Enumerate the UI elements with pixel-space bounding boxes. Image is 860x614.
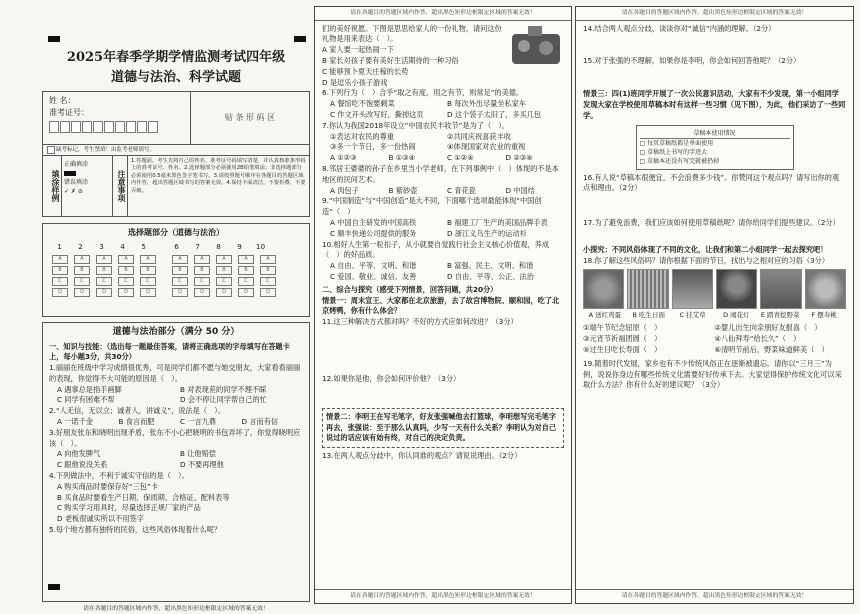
peach-buns-image — [805, 269, 846, 309]
question-11: 11.这三种解决方式都对吗？不好的方式应如何改进？（3分） — [322, 317, 518, 327]
title-line-1: 2025年春季学期学情监测考试四年级 — [66, 50, 286, 65]
notebook-usage-box — [636, 125, 794, 170]
mc-numbers: 1 2 3 4 5 6 7 8 9 10 — [57, 242, 266, 251]
paper-section-1 — [42, 322, 310, 602]
answer-space-14[interactable] — [583, 34, 846, 56]
absent-checkbox[interactable] — [47, 146, 55, 154]
case-1: 情景一：周末宣王、大家都在北京旅游，去了故宫博物院、颐和园，吃了北京烤鸭，你有什么体会？ — [322, 295, 560, 316]
exam-title — [42, 48, 310, 87]
id-label: 准考证号： — [49, 108, 89, 117]
picture-captions: A 送红鸡蛋 B 吃生日面 C 挂艾草 D 闹花灯 E 踏青挖野菜 F 摆寿桃 — [588, 310, 837, 319]
question-9: 9.“中国制造”与“中国创造”是大不同，下面哪个选项最能体现“中国创造”（ ） — [322, 196, 542, 217]
question-18-blanks[interactable]: ①端午节纪念屈原（ ） ②婴儿出生向亲朋好友报喜（ ） ③元宵节祈福团圆（ ） ④八仙拜寿“给长久”（ ） ⑤过生日吃长寿面（ ） ⑥清明节前后，野菜味道鲜美（ ） — [583, 323, 829, 354]
red-eggs-image — [583, 269, 624, 309]
instructions-box: 填涂样例 正确填涂 错误填涂 ✓ ✗ ⊘ 注意事项 1.答题前，考生先将自己的姓名、准考证号码填写清楚，并认真核准条形码上的准考证号、姓名。2.选择题部分必须使用2B铅笔填涂；非选择题部分必须使用0.5毫米黑色签字笔书写。3.请按照题号顺序在各题目的答题区域内作答，超出答题区域书写的答案无效。4.保持卡面清洁，不要折叠、不要弄破。 — [42, 156, 310, 217]
question-7: 7.你认为我国2018年设立“中国农民丰收节”是为了（ ）。 — [322, 120, 510, 130]
mc-row-c[interactable]: C C C C C C C C C C — [49, 275, 303, 286]
notebook-item: □ 草稿本还没有写完就被扔掉 — [639, 157, 720, 165]
question-19: 19.随着时代发展，家乡也有不少传统风俗正在逐渐被遗忘。请你以“三月三”为例，说说你身边有哪些传统文化需要好好传承下去。大家觉得保护传统文化可以采取什么方法？你有什么好的建议呢？（3分） — [583, 358, 842, 390]
case-3: 情景三：四(1)班同学开展了一次公民意识活动，大家有不少发现，第一小组同学发现大家在学校使用草稿本时有这样一些习惯（见下图），为此，他们采访了一些同学。 — [583, 89, 846, 120]
footer-note: 请在各题目的答题区域内作答，超出黑色矩形边框限定区域的答案无效！ — [576, 589, 853, 603]
title-line-2: 道德与法治、科学试题 — [110, 69, 241, 85]
answer-space-11[interactable] — [322, 328, 564, 374]
question-5: 5.每个地方都有独特的民俗，这些风俗体现着什么呢？ — [49, 525, 222, 535]
wrong-fill: 错误填涂 — [64, 179, 89, 186]
notebook-item: □ 每页草稿纸都是单面使用 — [639, 139, 714, 147]
question-2: 2.“人无信，无以立；诚者人，讲诚义”，说法是（ ）。 — [49, 406, 226, 416]
question-3: 3.好朋友张东和晓明出现矛盾，张东不小心把晓明的书包弄坏了，你觉得晓明应该（ ）。 — [49, 427, 301, 448]
footer-note: 请在各题目的答题区域内作答，超出黑色矩形边框限定区域的答案无效！ — [315, 589, 571, 603]
name-label: 姓 名： — [49, 96, 76, 105]
notice-text: 1.答题前，考生先将自己的姓名、准考证号码填写清楚，并认真核准条形码上的准考证号、姓名。2.选择题部分必须使用2B铅笔填涂；非选择题部分必须使用0.5毫米黑色签字笔书写。3.请按照题号顺序在各题目的答题区域内作答，超出答题区域书写的答案无效。4.保持卡面清洁，不要折叠、不要弄破。 — [131, 158, 306, 194]
mc-answer-grid — [42, 223, 310, 317]
answer-sheet-column-2 — [314, 6, 572, 604]
question-3-options: A 向他发脾气 B 让他赔偿 C 跟他说没关系 D 不要再理他 — [57, 449, 224, 470]
question-5-options: A 家人要一起热闹一下 B 家长对孩子要有美好生活期待的一种习俗 C 能够预卜夏天庄稼的长势 D 是逗乐小孩子游戏 — [322, 45, 459, 87]
answer-space-12[interactable] — [322, 385, 564, 405]
mc-row-a[interactable]: A A A A A A A A A A — [49, 253, 303, 264]
fill-sample-label: 填涂样例 — [43, 156, 62, 216]
barcode-area: 贴 条 形 码 区 — [224, 113, 276, 122]
question-4-options: A 购买商品时要保存好“三包”卡 B 买食品时要看生产日期、保质期、合格证、配料表等 C 购买学习用具时，尽量选择正规厂家的产品 D 老板很诚实所以不用签字 — [57, 481, 230, 524]
mc-title: 选择题部分（道德与法治） — [128, 228, 224, 237]
question-8-options: A 肉包子 B 紫砂壶 C 青花瓷 D 中国结 — [330, 185, 535, 195]
question-6-options: A 餐馆吃不饱要剩菜 B 每次外出尽量坐私家车 C 作文开头改写好，撕掉这页 D 这个袋子太旧了，多买几包 — [330, 99, 542, 120]
question-1: 1.丽丽在班级中学习成绩很优秀，可是同学们都不愿与她交朋友，大家看看丽丽的表现，你觉得不大可能的原因是（ ）。 — [49, 363, 301, 383]
mc-row-b[interactable]: B B B B B B B B B B — [49, 264, 303, 275]
answer-sheet-column-1 — [42, 6, 310, 612]
section-2-heading: 二、综合与探究（感受下列情景，回答问题，共20分） — [322, 284, 498, 294]
noodles-image — [627, 269, 668, 309]
answer-sheet-column-3 — [575, 6, 854, 604]
question-6: 6.下列行为（ ）合乎“取之有度，用之有节，则常足”的美德。 — [322, 88, 524, 98]
question-18: 18.你了解这些风俗吗？请你根据下面的节日，找出与之相对应的习俗（3分） — [583, 255, 830, 265]
answer-space-15[interactable] — [583, 67, 846, 89]
notebook-item: □ 草稿纸上书写的字迹大 — [639, 148, 708, 156]
answer-space-17[interactable] — [583, 229, 846, 245]
question-2-options: A 一诺千金 B 食言而肥 C 一言九鼎 D 言而有信 — [57, 417, 279, 427]
case-4: 小探究：不同风俗体现了不同的文化，让我们和第二小组同学一起去探究吧！ — [583, 245, 828, 255]
question-1-options: A 遇事总是指手画脚 B 对表现差的同学不理不睬 C 同学有困难不帮 D 会不停让同学帮自己的忙 — [57, 384, 267, 405]
question-7-options: A ①②③ B ①③④ C ①②④ D ②③④ — [330, 153, 533, 163]
question-4: 4.下列做法中，不利于诚实守信的是（ ）。 — [49, 471, 189, 481]
absent-note: 缺考标记，考生禁填！由监考老师填写。 — [56, 146, 156, 153]
gift-image — [508, 24, 564, 68]
question-14: 14.结合两人观点分歧，谈谈你对“诚信”内涵的理解。（2分） — [583, 23, 776, 33]
student-info-box — [42, 91, 310, 145]
correct-fill: 正确填涂 — [64, 161, 89, 168]
mugwort-image — [672, 269, 713, 309]
question-15: 15.对于张强的不理解，如果你是李明，你会如何回答他呢？（2分） — [583, 56, 801, 66]
question-8: 8.邻居王婆婆的孙子在乡里当小学老师，在下列事例中（ ）体现的不是本地区的民间艺术。 — [322, 164, 559, 184]
custom-pictures — [583, 269, 846, 309]
notice-label: 注意事项 — [113, 156, 128, 216]
notebook-title: 草稿本使用情况 — [640, 129, 790, 139]
case-2: 情景二：李明王在写毛笔字，好友张强喊他去打篮球，李明想写完毛笔字再去，张强说：至于那么认真吗，少写一天有什么关系？李明认为对自己说过的话应该有始有终，对自己的决定负责。 — [322, 408, 564, 448]
footer-note: 请在各题目的答题区域内作答，超出黑色矩形边框限定区域的答案无效！ — [83, 606, 269, 612]
id-boxes[interactable] — [49, 121, 184, 137]
question-7-statements: ①表达对农民的尊重 ②共同庆祝喜获丰收 ③多一个节日，多一份热闹 ④体现国家对农业的重视 — [330, 131, 526, 152]
question-10: 10.相好人生第一粒扣子，从小就要自觉践行社会主义核心价值观，养成（ ）的好品质。 — [322, 239, 550, 260]
question-16: 16.有人说“草稿本很便宜，不会浪费多少钱”。你赞同这个观点吗？请写出你的观点和理由。（2分） — [583, 172, 840, 193]
mc-row-d[interactable]: D D D D D D D D D D — [49, 286, 303, 297]
section-1-heading: 一、知识与技能：（选出每一题最佳答案，请将正确选项的字母填写在答题卡上，每小题3分，共30分） — [49, 341, 290, 362]
header-note: 请在各题目的答题区域内作答，超出黑色矩形边框限定区域的答案无效！ — [315, 7, 571, 21]
wild-vegetables-image — [760, 269, 801, 309]
lanterns-image — [716, 269, 757, 309]
question-12: 12.如果你是他，你会如何评价他？（3分） — [322, 374, 461, 383]
answer-space-16[interactable] — [583, 194, 846, 218]
question-10-options: A 自由、平等、文明、和谐 B 富强、民主、文明、和谐 C 爱国、敬业、诚信、友善 D 自由、平等、公正、法治 — [330, 261, 534, 282]
paper-title: 道德与法治部分（满分 50 分） — [112, 327, 240, 337]
question-5-continued: 们的美好祝愿。下图是思思给家人的一份礼物，请问这份礼物是用来表达（ ）。 — [322, 23, 502, 44]
question-17: 17.为了避免浪费，我们应该如何使用草稿纸呢？请你给同学们提些建议。（2分） — [583, 218, 840, 228]
header-note: 请在各题目的答题区域内作答，超出黑色矩形边框限定区域的答案无效！ — [576, 7, 853, 21]
question-13: 13.在两人观点分歧中，你认同谁的观点？请说说理由。（2分） — [322, 451, 522, 461]
question-9-options: A 中国自主研发的中国高铁 B 福建工厂生产的美国品牌手表 C 顺丰快递公司提供的服务 D 浙江义乌生产的运动衫 — [330, 218, 548, 238]
answer-space-19[interactable] — [583, 391, 846, 421]
